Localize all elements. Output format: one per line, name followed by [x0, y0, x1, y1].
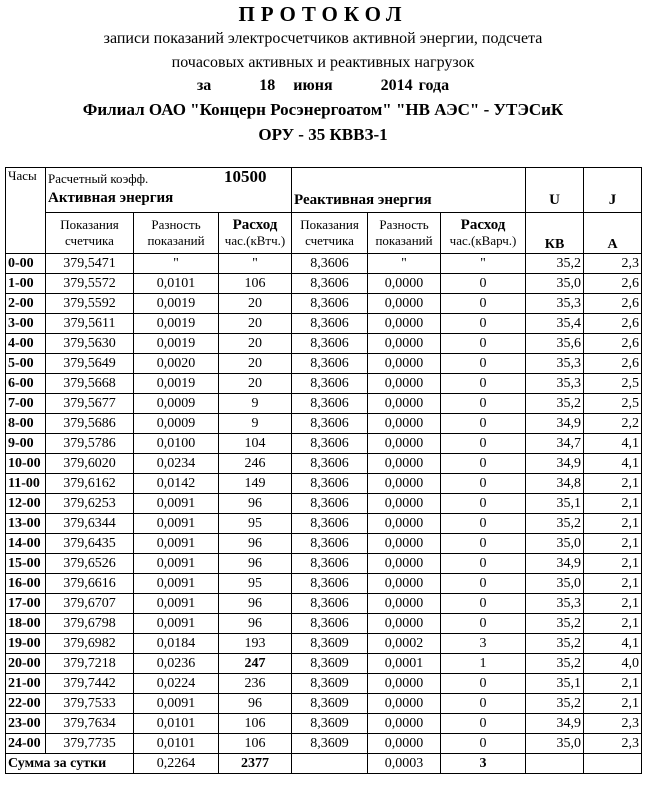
active-diff-cell: 0,0019 [134, 374, 219, 394]
active-diff-cell: 0,0091 [134, 554, 219, 574]
active-reading-cell: 379,5611 [46, 314, 134, 334]
reactive-reading-cell: 8,3606 [292, 294, 368, 314]
current-cell: 2,6 [584, 294, 642, 314]
reactive-diff-cell: 0,0000 [368, 594, 441, 614]
active-diff-cell: 0,0101 [134, 734, 219, 754]
reactive-reading-cell: 8,3606 [292, 494, 368, 514]
voltage-cell: 35,2 [526, 694, 584, 714]
reactive-diff-cell: 0,0000 [368, 334, 441, 354]
active-readings-h2: счетчика [65, 233, 114, 248]
active-cons-cell: 106 [219, 734, 292, 754]
hours-header: Часы [6, 168, 46, 254]
active-reading-cell: 379,5572 [46, 274, 134, 294]
current-cell: 2,1 [584, 574, 642, 594]
current-cell: 2,6 [584, 334, 642, 354]
current-cell: 2,1 [584, 474, 642, 494]
active-diff-cell: 0,0091 [134, 574, 219, 594]
voltage-cell: 34,9 [526, 454, 584, 474]
reactive-diff-cell: 0,0000 [368, 414, 441, 434]
reactive-reading-cell: 8,3606 [292, 554, 368, 574]
reactive-reading-cell: 8,3606 [292, 514, 368, 534]
reactive-diff-cell: 0,0000 [368, 614, 441, 634]
active-diff-cell: 0,0091 [134, 514, 219, 534]
active-diff-cell: 0,0019 [134, 314, 219, 334]
voltage-cell: 35,3 [526, 354, 584, 374]
hour-cell: 0-00 [6, 254, 46, 274]
active-cons-cell: 20 [219, 354, 292, 374]
active-diff-cell: 0,0019 [134, 334, 219, 354]
voltage-cell: 34,9 [526, 414, 584, 434]
coef-label: Расчетный коэфф. [48, 171, 149, 186]
active-reading-cell: 379,6526 [46, 554, 134, 574]
active-cons-cell: 106 [219, 274, 292, 294]
reactive-reading-cell: 8,3609 [292, 734, 368, 754]
reactive-diff-cell: 0,0001 [368, 654, 441, 674]
table-row [6, 314, 642, 334]
reactive-reading-cell: 8,3606 [292, 274, 368, 294]
active-cons-cell: 96 [219, 694, 292, 714]
active-cons-cell: 20 [219, 314, 292, 334]
reactive-reading-cell: 8,3606 [292, 454, 368, 474]
reactive-reading-cell: 8,3609 [292, 654, 368, 674]
active-reading-cell: 379,5786 [46, 434, 134, 454]
document-title: ПРОТОКОЛ [238, 2, 408, 26]
current-cell: 2,5 [584, 394, 642, 414]
reactive-diff-cell: 0,0000 [368, 734, 441, 754]
reactive-cons-cell: 0 [441, 474, 526, 494]
totals-empty-cell [292, 754, 368, 774]
reactive-cons-cell: 0 [441, 714, 526, 734]
active-diff-cell: 0,0019 [134, 294, 219, 314]
reactive-reading-cell: 8,3606 [292, 434, 368, 454]
reactive-diff-cell: 0,0000 [368, 514, 441, 534]
reactive-cons-cell: 0 [441, 394, 526, 414]
current-cell: 2,1 [584, 554, 642, 574]
active-reading-cell: 379,6020 [46, 454, 134, 474]
voltage-cell: 35,0 [526, 274, 584, 294]
active-reading-cell: 379,5649 [46, 354, 134, 374]
active-diff-cell: 0,0091 [134, 594, 219, 614]
header-row-1 [6, 168, 642, 213]
active-diff-cell: 0,0224 [134, 674, 219, 694]
voltage-cell: 35,0 [526, 734, 584, 754]
voltage-cell: 35,3 [526, 374, 584, 394]
reactive-diff-h2: показаний [375, 233, 433, 248]
reactive-cons-cell: 0 [441, 294, 526, 314]
reactive-diff-cell: " [368, 254, 441, 274]
hour-cell: 9-00 [6, 434, 46, 454]
active-cons-cell: 9 [219, 414, 292, 434]
reactive-cons-cell: 0 [441, 434, 526, 454]
reactive-cons-cell: 0 [441, 454, 526, 474]
hour-cell: 12-00 [6, 494, 46, 514]
hour-cell: 16-00 [6, 574, 46, 594]
totals-active-diff: 0,2264 [134, 754, 219, 774]
table-row [6, 734, 642, 754]
totals-active-cons: 2377 [219, 754, 292, 774]
u-unit: КВ [526, 213, 584, 254]
hour-cell: 14-00 [6, 534, 46, 554]
totals-label: Сумма за сутки [6, 754, 134, 774]
reactive-reading-cell: 8,3606 [292, 474, 368, 494]
active-cons-cell: 104 [219, 434, 292, 454]
reactive-diff-cell: 0,0000 [368, 574, 441, 594]
active-diff-h2: показаний [147, 233, 205, 248]
reactive-cons-cell: 0 [441, 574, 526, 594]
active-reading-cell: 379,6253 [46, 494, 134, 514]
totals-empty-cell [584, 754, 642, 774]
totals-reactive-diff: 0,0003 [368, 754, 441, 774]
reactive-reading-cell: 8,3609 [292, 674, 368, 694]
current-cell: 2,1 [584, 494, 642, 514]
table-row [6, 274, 642, 294]
reactive-energy-header: Реактивная энергия [292, 168, 526, 213]
voltage-cell: 34,7 [526, 434, 584, 454]
active-cons-cell: 149 [219, 474, 292, 494]
table-row [6, 594, 642, 614]
reactive-readings-h1: Показания [300, 217, 359, 232]
table-row [6, 694, 642, 714]
table-row [6, 334, 642, 354]
current-cell: 2,3 [584, 714, 642, 734]
hour-cell: 22-00 [6, 694, 46, 714]
hour-cell: 7-00 [6, 394, 46, 414]
current-cell: 2,6 [584, 274, 642, 294]
active-cons-cell: 96 [219, 554, 292, 574]
totals-row [6, 754, 642, 774]
voltage-cell: 35,3 [526, 594, 584, 614]
active-cons-cell: 236 [219, 674, 292, 694]
current-cell: 2,6 [584, 314, 642, 334]
active-diff-cell: 0,0020 [134, 354, 219, 374]
table-row [6, 614, 642, 634]
table-row [6, 534, 642, 554]
table-row [6, 654, 642, 674]
reactive-cons-cell: 0 [441, 734, 526, 754]
reactive-reading-cell: 8,3606 [292, 314, 368, 334]
reactive-reading-cell: 8,3609 [292, 714, 368, 734]
hour-cell: 21-00 [6, 674, 46, 694]
voltage-cell: 35,2 [526, 254, 584, 274]
active-reading-cell: 379,5592 [46, 294, 134, 314]
voltage-cell: 35,2 [526, 514, 584, 534]
active-energy-header [46, 168, 292, 213]
active-diff-cell: 0,0091 [134, 534, 219, 554]
reactive-diff-h1: Разность [379, 217, 429, 232]
hour-cell: 1-00 [6, 274, 46, 294]
branch-line: Филиал ОАО "Концерн Росэнергоатом" "НВ АЭС" - УТЭСиК [82, 100, 564, 119]
reactive-cons-cell: 0 [441, 594, 526, 614]
active-diff-cell: 0,0091 [134, 614, 219, 634]
current-cell: 2,1 [584, 514, 642, 534]
table-row [6, 414, 642, 434]
reactive-cons-cell: 0 [441, 494, 526, 514]
reactive-reading-cell: 8,3609 [292, 634, 368, 654]
active-diff-cell: 0,0009 [134, 414, 219, 434]
hour-cell: 23-00 [6, 714, 46, 734]
hour-cell: 5-00 [6, 354, 46, 374]
active-reading-cell: 379,7218 [46, 654, 134, 674]
active-diff-h1: Разность [151, 217, 201, 232]
reactive-cons-cell: 3 [441, 634, 526, 654]
active-cons-cell: 246 [219, 454, 292, 474]
reactive-diff-cell: 0,0000 [368, 354, 441, 374]
active-cons-cell: 20 [219, 374, 292, 394]
active-cons-cell: 247 [219, 654, 292, 674]
reactive-reading-cell: 8,3606 [292, 534, 368, 554]
active-cons-cell: 96 [219, 594, 292, 614]
table-row [6, 294, 642, 314]
voltage-cell: 35,0 [526, 534, 584, 554]
hour-cell: 15-00 [6, 554, 46, 574]
active-reading-cell: 379,6344 [46, 514, 134, 534]
totals-empty-cell [526, 754, 584, 774]
current-cell: 4,0 [584, 654, 642, 674]
active-reading-cell: 379,6435 [46, 534, 134, 554]
voltage-cell: 35,0 [526, 574, 584, 594]
table-row [6, 474, 642, 494]
active-reading-cell: 379,5686 [46, 414, 134, 434]
reactive-diff-cell: 0,0000 [368, 294, 441, 314]
active-cons-cell: 96 [219, 494, 292, 514]
current-cell: 2,6 [584, 354, 642, 374]
reactive-diff-cell: 0,0000 [368, 534, 441, 554]
active-diff-cell: 0,0091 [134, 494, 219, 514]
voltage-cell: 35,4 [526, 314, 584, 334]
hour-cell: 20-00 [6, 654, 46, 674]
reactive-diff-cell: 0,0000 [368, 314, 441, 334]
table-row [6, 374, 642, 394]
reactive-cons-cell: 0 [441, 694, 526, 714]
active-reading-cell: 379,5668 [46, 374, 134, 394]
reactive-cons-cell: 0 [441, 514, 526, 534]
reactive-reading-cell: 8,3606 [292, 394, 368, 414]
reactive-diff-cell: 0,0002 [368, 634, 441, 654]
reactive-reading-cell: 8,3609 [292, 694, 368, 714]
reactive-cons-cell: 1 [441, 654, 526, 674]
active-energy-title: Активная энергия [48, 190, 174, 206]
current-cell: 2,3 [584, 734, 642, 754]
reactive-cons-cell: " [441, 254, 526, 274]
reactive-reading-cell: 8,3606 [292, 354, 368, 374]
reactive-diff-cell: 0,0000 [368, 674, 441, 694]
object-line: ОРУ - 35 КВВЗ-1 [258, 125, 388, 144]
hour-cell: 13-00 [6, 514, 46, 534]
reactive-diff-cell: 0,0000 [368, 434, 441, 454]
totals-reactive-cons: 3 [441, 754, 526, 774]
active-reading-cell: 379,5471 [46, 254, 134, 274]
active-diff-cell: " [134, 254, 219, 274]
reactive-cons-cell: 0 [441, 554, 526, 574]
active-cons-cell: 96 [219, 534, 292, 554]
active-readings-h1: Показания [60, 217, 119, 232]
active-reading-cell: 379,5677 [46, 394, 134, 414]
active-cons-header [219, 213, 292, 254]
active-cons-cell: 96 [219, 614, 292, 634]
active-reading-cell: 379,6707 [46, 594, 134, 614]
hour-cell: 8-00 [6, 414, 46, 434]
reactive-cons-cell: 0 [441, 354, 526, 374]
table-row [6, 714, 642, 734]
active-diff-cell: 0,0184 [134, 634, 219, 654]
active-reading-cell: 379,5630 [46, 334, 134, 354]
voltage-cell: 35,2 [526, 614, 584, 634]
active-diff-cell: 0,0234 [134, 454, 219, 474]
reactive-diff-cell: 0,0000 [368, 494, 441, 514]
reactive-cons-cell: 0 [441, 314, 526, 334]
j-unit: А [584, 213, 642, 254]
voltage-cell: 34,9 [526, 714, 584, 734]
reactive-readings-h2: счетчика [305, 233, 354, 248]
reactive-readings-header [292, 213, 368, 254]
hour-cell: 19-00 [6, 634, 46, 654]
current-cell: 2,1 [584, 674, 642, 694]
voltage-cell: 35,6 [526, 334, 584, 354]
table-row [6, 254, 642, 274]
reactive-reading-cell: 8,3606 [292, 614, 368, 634]
table-row [6, 434, 642, 454]
hour-cell: 3-00 [6, 314, 46, 334]
voltage-cell: 35,3 [526, 294, 584, 314]
reactive-cons-cell: 0 [441, 414, 526, 434]
table-row [6, 494, 642, 514]
subtitle-line-1: записи показаний электросчетчиков активной энергии, подсчета [103, 30, 543, 47]
voltage-cell: 35,2 [526, 654, 584, 674]
active-cons-cell: 20 [219, 294, 292, 314]
active-diff-cell: 0,0100 [134, 434, 219, 454]
reactive-diff-cell: 0,0000 [368, 694, 441, 714]
table-row [6, 354, 642, 374]
reactive-diff-cell: 0,0000 [368, 374, 441, 394]
reactive-reading-cell: 8,3606 [292, 374, 368, 394]
active-diff-cell: 0,0101 [134, 714, 219, 734]
active-diff-cell: 0,0142 [134, 474, 219, 494]
table-row [6, 674, 642, 694]
current-cell: 2,3 [584, 254, 642, 274]
active-cons-cell: 193 [219, 634, 292, 654]
header-row-2 [6, 213, 642, 254]
hour-cell: 6-00 [6, 374, 46, 394]
voltage-cell: 35,1 [526, 674, 584, 694]
reactive-cons-cell: 0 [441, 614, 526, 634]
reactive-cons-h2: час.(кВарч.) [449, 233, 517, 248]
reactive-diff-cell: 0,0000 [368, 454, 441, 474]
table-row [6, 634, 642, 654]
active-reading-cell: 379,7533 [46, 694, 134, 714]
voltage-cell: 35,2 [526, 394, 584, 414]
table-row [6, 554, 642, 574]
active-cons-cell: 95 [219, 574, 292, 594]
reactive-reading-cell: 8,3606 [292, 254, 368, 274]
active-reading-cell: 379,7735 [46, 734, 134, 754]
table-row [6, 454, 642, 474]
active-reading-cell: 379,6798 [46, 614, 134, 634]
voltage-cell: 35,2 [526, 634, 584, 654]
active-cons-cell: 95 [219, 514, 292, 534]
date-line [0, 77, 646, 95]
active-reading-cell: 379,6162 [46, 474, 134, 494]
current-cell: 2,5 [584, 374, 642, 394]
current-cell: 2,2 [584, 414, 642, 434]
current-cell: 4,1 [584, 634, 642, 654]
reactive-reading-cell: 8,3606 [292, 594, 368, 614]
current-cell: 2,1 [584, 614, 642, 634]
current-cell: 2,1 [584, 694, 642, 714]
current-cell: 2,1 [584, 594, 642, 614]
active-cons-cell: 106 [219, 714, 292, 734]
reactive-cons-cell: 0 [441, 674, 526, 694]
reactive-diff-cell: 0,0000 [368, 714, 441, 734]
reactive-cons-cell: 0 [441, 374, 526, 394]
current-cell: 4,1 [584, 454, 642, 474]
active-diff-cell: 0,0009 [134, 394, 219, 414]
active-reading-cell: 379,7634 [46, 714, 134, 734]
coef-value: 10500 [224, 167, 267, 186]
active-cons-cell: 9 [219, 394, 292, 414]
current-cell: 2,1 [584, 534, 642, 554]
active-readings-header [46, 213, 134, 254]
active-diff-header [134, 213, 219, 254]
reactive-cons-cell: 0 [441, 274, 526, 294]
reactive-cons-h1: Расход [460, 217, 506, 233]
reactive-reading-cell: 8,3606 [292, 574, 368, 594]
readings-table [5, 167, 642, 774]
active-cons-cell: 20 [219, 334, 292, 354]
active-diff-cell: 0,0236 [134, 654, 219, 674]
reactive-cons-cell: 0 [441, 534, 526, 554]
u-header: U [526, 168, 584, 213]
active-reading-cell: 379,7442 [46, 674, 134, 694]
reactive-diff-cell: 0,0000 [368, 274, 441, 294]
voltage-cell: 34,9 [526, 554, 584, 574]
hour-cell: 18-00 [6, 614, 46, 634]
voltage-cell: 34,8 [526, 474, 584, 494]
active-diff-cell: 0,0091 [134, 694, 219, 714]
table-row [6, 394, 642, 414]
hour-cell: 24-00 [6, 734, 46, 754]
date-text: за 18 июня 2014 года [196, 77, 450, 94]
reactive-diff-cell: 0,0000 [368, 394, 441, 414]
current-cell: 4,1 [584, 434, 642, 454]
active-diff-cell: 0,0101 [134, 274, 219, 294]
subtitle-line-2: почасовых активных и реактивных нагрузок [171, 54, 475, 71]
active-cons-cell: " [219, 254, 292, 274]
j-header: J [584, 168, 642, 213]
hour-cell: 17-00 [6, 594, 46, 614]
reactive-diff-cell: 0,0000 [368, 474, 441, 494]
hour-cell: 2-00 [6, 294, 46, 314]
active-cons-h2: час.(кВтч.) [224, 233, 286, 248]
reactive-cons-cell: 0 [441, 334, 526, 354]
voltage-cell: 35,1 [526, 494, 584, 514]
hour-cell: 4-00 [6, 334, 46, 354]
table-row [6, 574, 642, 594]
table-row [6, 514, 642, 534]
active-reading-cell: 379,6616 [46, 574, 134, 594]
active-cons-h1: Расход [232, 217, 278, 233]
active-reading-cell: 379,6982 [46, 634, 134, 654]
hour-cell: 11-00 [6, 474, 46, 494]
reactive-reading-cell: 8,3606 [292, 414, 368, 434]
reactive-diff-header [368, 213, 441, 254]
hour-cell: 10-00 [6, 454, 46, 474]
reactive-diff-cell: 0,0000 [368, 554, 441, 574]
reactive-reading-cell: 8,3606 [292, 334, 368, 354]
reactive-cons-header [441, 213, 526, 254]
